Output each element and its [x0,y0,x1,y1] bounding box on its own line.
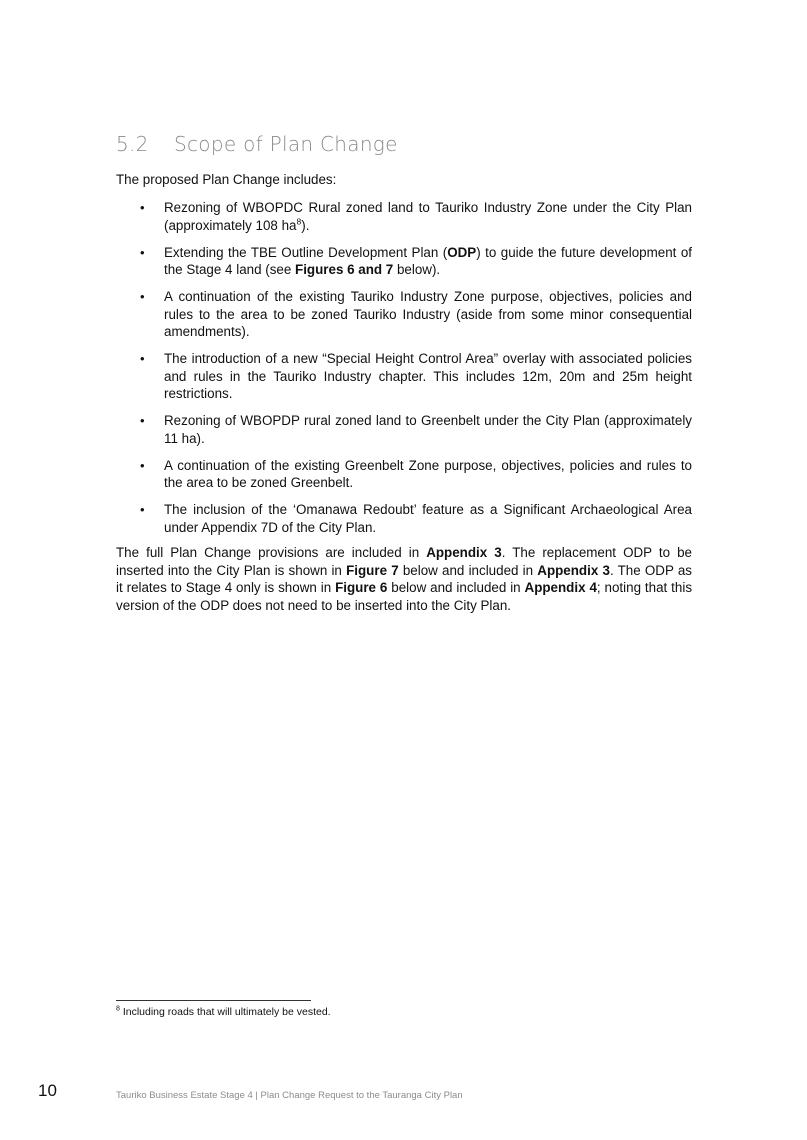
bullet-icon: • [140,289,145,304]
bullet-list [116,199,692,546]
running-footer: Tauriko Business Estate Stage 4 | Plan Change Request to the Tauranga City Plan [116,1090,463,1101]
section-number: 5.2 [116,132,149,156]
intro-paragraph: The proposed Plan Change includes: [116,172,337,187]
bullet-icon: • [140,244,145,260]
footnote-text: Including roads that will ultimately be vested. [119,1006,331,1018]
footnote-marker: 8 [116,1005,120,1013]
list-item: • A continuation of the existing Greenbelt Zone purpose, objectives, policies and rules to the area to be zoned Greenbelt. [140,457,692,490]
bullet-icon: • [140,502,145,517]
footnote [116,1006,331,1019]
bullet-icon: • [140,413,145,428]
bullet-icon: • [140,457,145,473]
list-item: • Rezoning of WBOPDC Rural zoned land to Tauriko Industry Zone under the City Plan (approximately 108 $ha^8$). [140,200,692,233]
section-title: Scope of Plan Change [174,132,398,156]
bullet-icon: • [140,200,145,215]
list-item: • A continuation of the existing Tauriko Industry Zone purpose, objectives, policies and rules to the area to be zoned Tauriko Industry (aside from some minor consequential amendments). [140,289,692,339]
list-item: • Extending the TBE Outline Development Plan (ODP) to guide the future development of the Stage 4 land (see Figures 6 and 7 below). [140,244,692,277]
page-number: 10 [38,1081,57,1100]
list-item: • The inclusion of the ‘Omanawa Redoubt’ feature as a Significant Archaeological Area under Appendix 7D of the City Plan. [140,502,692,535]
section-heading [116,132,398,156]
list-item: • The introduction of a new “Special Height Control Area” overlay with associated policies and rules in the Tauriko Industry chapter. This includes 12m, 20m and 25m height restrictions. [140,351,692,401]
closing-paragraph: The full Plan Change provisions are included in Appendix 3. The replacement ODP to be inserted into the City Plan is shown in Figure 7 below and included in Appendix 3. The ODP as it relates to Stage 4 only is shown in Figure 6 below and included in Appendix 4; noting that this version of the ODP does not need to be inserted into the City Plan. [116,545,693,613]
footnote-divider [116,1000,311,1001]
bullet-icon: • [140,351,145,366]
footnote-ref: 8 [296,216,302,227]
list-item: • Rezoning of WBOPDP rural zoned land to Greenbelt under the City Plan (approximately 11 ha). [140,413,692,446]
